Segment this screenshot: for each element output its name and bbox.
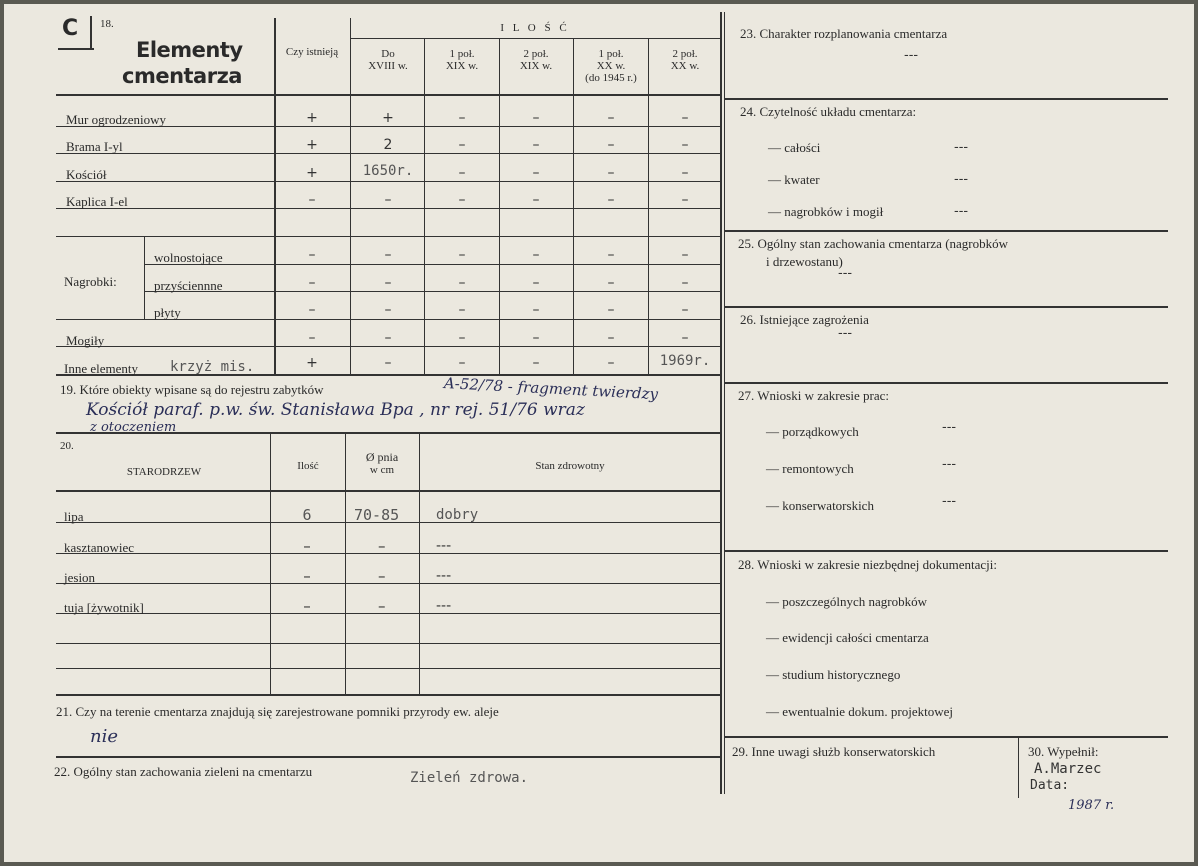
element-row-label: Kaplica I-el	[66, 194, 128, 209]
q25-label-2: i drzewostanu)	[766, 254, 843, 269]
tree-diameter: 70-85	[354, 506, 400, 524]
element-cell: –	[607, 165, 615, 181]
grave-cell: –	[681, 302, 689, 318]
period-header-line3: (do 1945 r.)	[585, 72, 637, 84]
other-element-cell: +	[306, 355, 318, 371]
q30-date-value: 1987 r.	[1068, 798, 1115, 813]
col-line-p2	[499, 38, 500, 374]
row-line	[56, 583, 720, 584]
tree-count: –	[303, 537, 311, 555]
col-line-tree	[270, 434, 271, 694]
row-line	[56, 208, 720, 209]
other-element-cell: –	[607, 355, 615, 371]
quantity-header: I L O Ś Ć	[500, 22, 570, 34]
q30-date-label: Data:	[1030, 778, 1070, 793]
element-cell: –	[308, 192, 316, 208]
other-elements-value: krzyż mis.	[170, 359, 255, 375]
tree-count: –	[303, 567, 311, 585]
q19-handwriting-2: Kościół paraf. p.w. św. Stanisława Bpa , nr rej. 51/76 wraz	[86, 400, 585, 420]
section-number: 18.	[100, 18, 114, 30]
element-cell: –	[681, 137, 689, 153]
mogily-label: Mogiły	[66, 333, 105, 348]
letter-underline	[58, 48, 94, 50]
q22-answer: Zieleń zdrowa.	[410, 770, 529, 786]
header-bottom-line	[56, 94, 720, 96]
row-line	[144, 291, 720, 292]
element-cell: –	[607, 110, 615, 126]
right-line-24	[724, 230, 1168, 232]
tree-count: 6	[302, 506, 312, 524]
title-line-2: cmentarza	[122, 64, 242, 88]
q24-item-value: ---	[954, 172, 969, 187]
q28-item: — ewentualnie dokum. projektowej	[766, 704, 954, 719]
section-21-bottom	[56, 756, 720, 758]
trees-col-title: STARODRZEW	[126, 466, 202, 478]
element-cell: 1650r.	[362, 163, 414, 179]
grave-cell: –	[308, 247, 316, 263]
q27-item-label: — remontowych	[766, 461, 854, 476]
element-cell: +	[306, 165, 318, 181]
grave-cell: –	[532, 302, 540, 318]
period-header-line1: 2 poł.	[672, 48, 698, 60]
trees-header-line	[56, 490, 720, 492]
element-cell: +	[306, 110, 318, 126]
quantity-line	[350, 38, 720, 39]
tree-health: ---	[436, 598, 452, 614]
element-cell: +	[306, 137, 318, 153]
element-cell: –	[458, 165, 466, 181]
col-line-p1	[424, 38, 425, 374]
col-line-p4	[648, 38, 649, 374]
q28-label: 28. Wnioski w zakresie niezbędnej dokumentacji:	[738, 557, 997, 572]
mogily-cell: –	[681, 330, 689, 346]
row-line	[56, 613, 720, 614]
q19-label: 19. Które obiekty wpisane są do rejestru zabytków	[60, 382, 324, 397]
grave-cell: –	[532, 275, 540, 291]
q26-value: ---	[838, 326, 853, 341]
element-row-label: Brama I-yl	[66, 139, 123, 154]
other-element-cell: 1969r.	[659, 353, 711, 369]
q21-answer: nie	[90, 726, 119, 747]
other-element-cell: –	[458, 355, 466, 371]
q19-handwriting-1: A-52/78 - fragment twierdzy	[443, 374, 659, 404]
element-row-label: Mur ogrodzeniowy	[66, 112, 167, 127]
grave-row-label: płyty	[154, 305, 181, 320]
tree-diameter: –	[378, 567, 386, 585]
tree-health: ---	[436, 538, 452, 554]
period-header-line2: XVIII w.	[368, 60, 408, 72]
q23-value: ---	[904, 48, 919, 63]
section-20-bottom	[56, 694, 720, 696]
q24-item-label: — całości	[768, 140, 821, 155]
grave-cell: –	[384, 247, 392, 263]
period-header-line2: XIX w.	[519, 60, 553, 72]
grave-cell: –	[458, 247, 466, 263]
tree-name: lipa	[64, 509, 84, 524]
q26-label: 26. Istniejące zagrożenia	[740, 312, 869, 327]
row-line	[56, 553, 720, 554]
tree-name: tuja [żywotnik]	[64, 600, 144, 615]
mogily-cell: –	[458, 330, 466, 346]
q24-item-label: — nagrobków i mogił	[768, 204, 884, 219]
trees-col-diam-2: w cm	[369, 464, 395, 476]
q24-label: 24. Czytelność układu cmentarza:	[740, 104, 917, 119]
q25-value: ---	[838, 266, 853, 281]
element-cell: –	[532, 137, 540, 153]
q27-item-label: — konserwatorskich	[766, 498, 874, 513]
q21-label: 21. Czy na terenie cmentarza znajdują się zarejestrowane pomniki przyrody ew. aleje	[56, 704, 499, 719]
element-cell: –	[458, 137, 466, 153]
right-line-23	[724, 98, 1168, 100]
grave-cell: –	[308, 275, 316, 291]
element-cell: –	[532, 192, 540, 208]
period-header-line2: XX w.	[670, 60, 700, 72]
trees-col-count: Ilość	[297, 460, 319, 472]
graves-divider	[144, 236, 145, 319]
other-element-cell: –	[532, 355, 540, 371]
q28-item: — ewidencji całości cmentarza	[766, 630, 929, 645]
element-cell: –	[532, 165, 540, 181]
tree-name: jesion	[64, 570, 96, 585]
element-cell: –	[607, 192, 615, 208]
section-letter: C	[62, 16, 79, 41]
row-line	[56, 181, 720, 182]
other-elements-label: Inne elementy	[64, 361, 138, 376]
element-cell: –	[681, 192, 689, 208]
element-cell: –	[607, 137, 615, 153]
q28-item: — studium historycznego	[766, 667, 901, 682]
tree-count: –	[303, 597, 311, 615]
q24-item-value: ---	[954, 140, 969, 155]
q19-handwriting-3: z otoczeniem	[90, 420, 177, 435]
grave-cell: –	[458, 302, 466, 318]
q29-label: 29. Inne uwagi służb konserwatorskich	[732, 744, 936, 759]
row-line	[56, 668, 720, 669]
grave-cell: –	[384, 275, 392, 291]
row-line	[56, 153, 720, 154]
q27-label: 27. Wnioski w zakresie prac:	[738, 388, 890, 403]
right-line-26	[724, 382, 1168, 384]
row-line	[56, 236, 720, 237]
trees-col-diam-1: Ø pnia	[365, 450, 399, 464]
q27-item-value: ---	[942, 420, 957, 435]
element-row-label: Kościół	[66, 167, 107, 182]
col-line-exists	[350, 18, 351, 374]
period-header-line1: Do	[381, 48, 395, 60]
period-header-line2: XIX w.	[445, 60, 479, 72]
element-cell: +	[382, 110, 394, 126]
element-cell: –	[681, 110, 689, 126]
mogily-cell: –	[607, 330, 615, 346]
inventory-card	[4, 4, 1194, 862]
grave-row-label: wolnostojące	[154, 250, 223, 265]
grave-cell: –	[607, 302, 615, 318]
tree-diameter: –	[378, 597, 386, 615]
grave-cell: –	[384, 302, 392, 318]
trees-col-health: Stan zdrowotny	[535, 460, 605, 472]
mogily-cell: –	[532, 330, 540, 346]
main-divider-inner	[724, 12, 725, 794]
q30-name: A.Marzec	[1034, 761, 1102, 777]
q20-number: 20.	[60, 440, 74, 452]
row-line	[56, 346, 720, 347]
other-element-cell: –	[384, 355, 392, 371]
row-line	[144, 264, 720, 265]
section-18-bottom	[56, 374, 720, 376]
col-line-label	[274, 18, 276, 374]
tree-diameter: –	[378, 537, 386, 555]
row-line	[56, 643, 720, 644]
grave-cell: –	[607, 275, 615, 291]
tree-health: ---	[436, 568, 452, 584]
q28-item: — poszczególnych nagrobków	[766, 594, 928, 609]
q27-item-label: — porządkowych	[766, 424, 859, 439]
tree-name: kasztanowiec	[64, 540, 135, 555]
mogily-cell: –	[308, 330, 316, 346]
q27-item-value: ---	[942, 494, 957, 509]
period-header-line1: 2 poł.	[523, 48, 549, 60]
q22-label: 22. Ogólny stan zachowania zieleni na cmentarzu	[54, 764, 313, 779]
grave-cell: –	[681, 275, 689, 291]
grave-cell: –	[681, 247, 689, 263]
col-line-diam	[419, 434, 420, 694]
main-divider	[720, 12, 722, 794]
grave-cell: –	[458, 275, 466, 291]
element-cell: 2	[383, 137, 393, 153]
element-cell: –	[458, 110, 466, 126]
right-line-27	[724, 550, 1168, 552]
period-header-line1: 1 poł.	[598, 48, 624, 60]
element-cell: –	[384, 192, 392, 208]
grave-cell: –	[308, 302, 316, 318]
period-header-line1: 1 poł.	[449, 48, 475, 60]
col-line-p3	[573, 38, 574, 374]
element-cell: –	[532, 110, 540, 126]
q25-label-1: 25. Ogólny stan zachowania cmentarza (nagrobków	[738, 236, 1009, 251]
element-cell: –	[458, 192, 466, 208]
q30-label: 30. Wypełnił:	[1028, 744, 1099, 759]
right-line-25	[724, 306, 1168, 308]
right-line-29-30	[1018, 738, 1019, 798]
title-line-1: Elementy	[136, 38, 243, 62]
q24-item-value: ---	[954, 204, 969, 219]
grave-cell: –	[607, 247, 615, 263]
col-exists-header: Czy istnieją	[285, 46, 339, 58]
mogily-cell: –	[384, 330, 392, 346]
q24-item-label: — kwater	[768, 172, 820, 187]
period-header-line2: XX w.	[596, 60, 626, 72]
col-line-count	[345, 434, 346, 694]
grave-cell: –	[532, 247, 540, 263]
right-line-28	[724, 736, 1168, 738]
grave-row-label: przyściennne	[154, 278, 223, 293]
tree-health: dobry	[436, 507, 479, 523]
letter-bar	[90, 16, 92, 48]
q27-item-value: ---	[942, 457, 957, 472]
graves-label: Nagrobki:	[64, 274, 117, 289]
q23-label: 23. Charakter rozplanowania cmentarza	[740, 26, 948, 41]
element-cell: –	[681, 165, 689, 181]
